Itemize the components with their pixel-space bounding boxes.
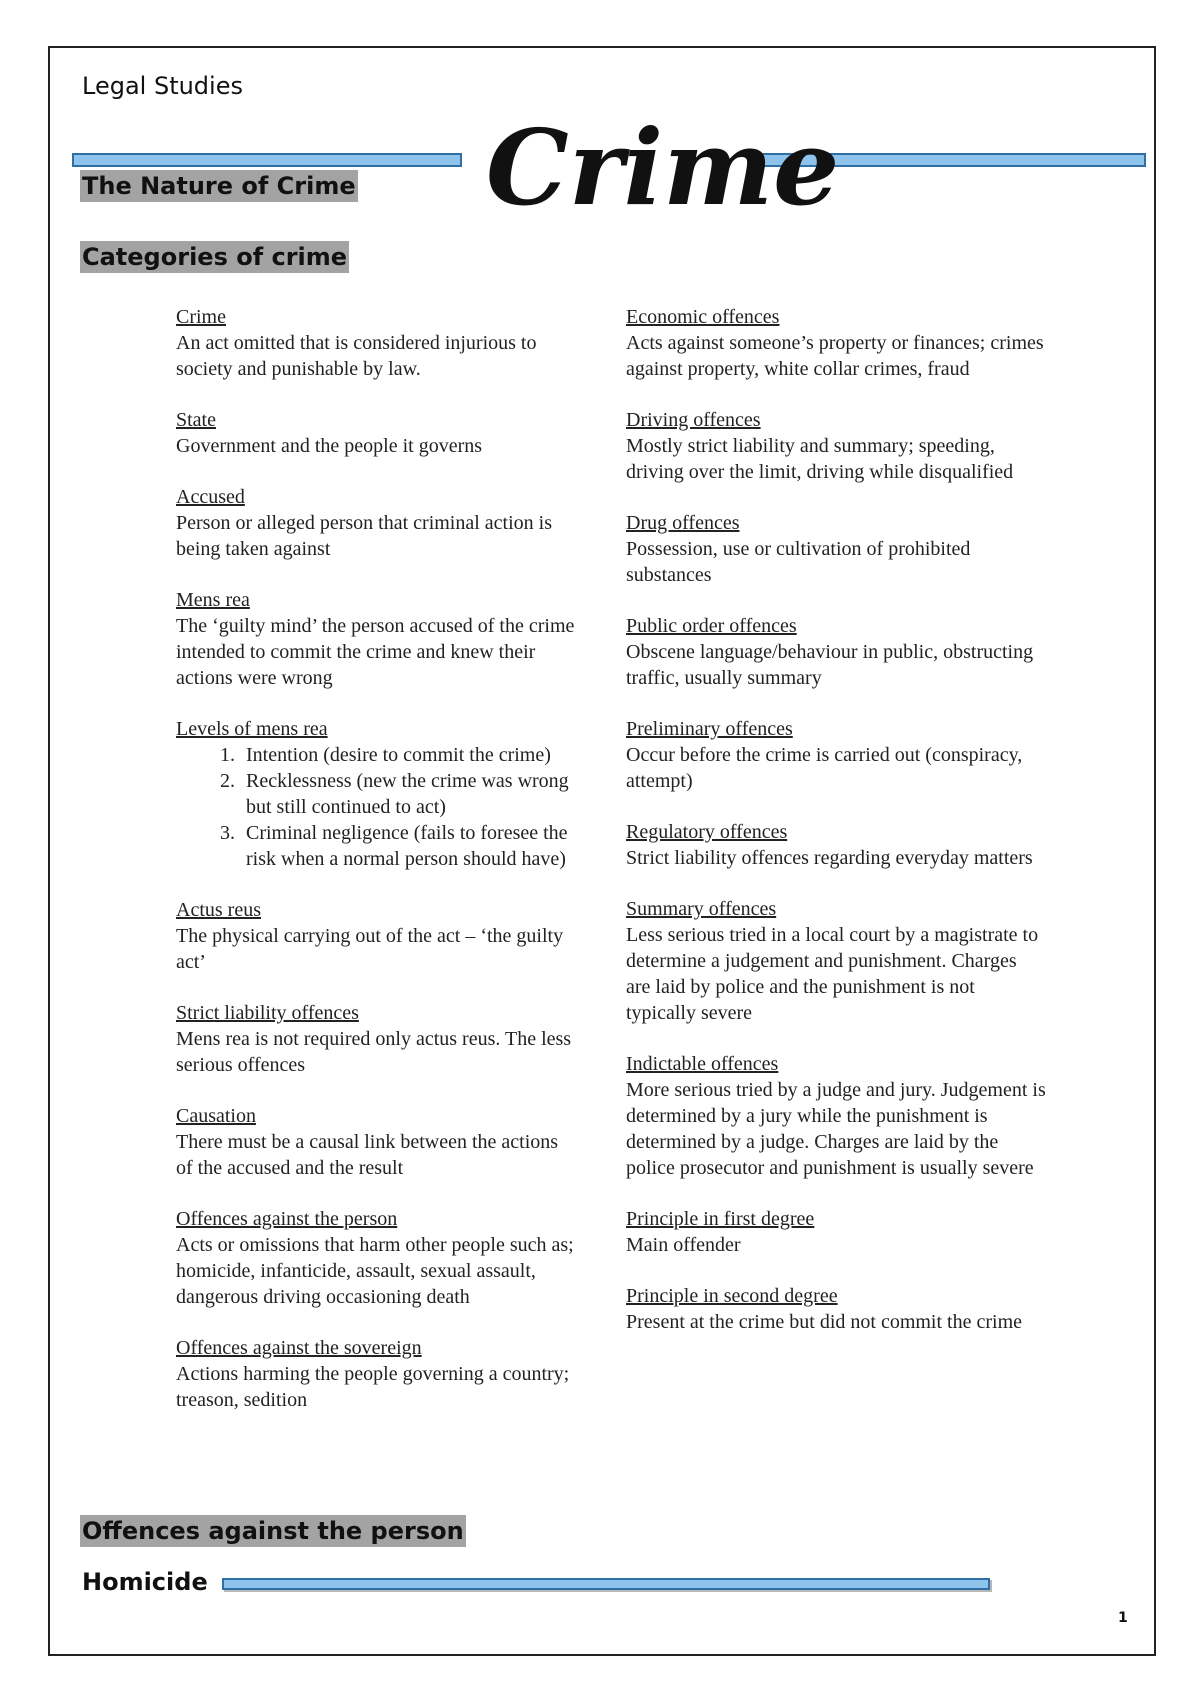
term-summary-offences bbox=[626, 896, 1046, 1026]
term-title: Indictable offences bbox=[626, 1053, 779, 1075]
course-title: Legal Studies bbox=[82, 72, 243, 100]
term-accused bbox=[176, 484, 576, 562]
term-definition: Mens rea is not required only actus reus. The less serious offences bbox=[176, 1028, 572, 1076]
term-title: Summary offences bbox=[626, 898, 777, 920]
term-title: Strict liability offences bbox=[176, 1002, 359, 1024]
term-title: Public order offences bbox=[626, 615, 797, 637]
term-public-order-offences bbox=[626, 613, 1046, 691]
left-definitions-column bbox=[176, 304, 576, 1438]
homicide-bar bbox=[222, 1578, 990, 1590]
term-title: Principle in first degree bbox=[626, 1208, 815, 1230]
term-definition: Acts or omissions that harm other people such as; homicide, infanticide, assault, sexual assault, dangerous driving occasioning death bbox=[176, 1234, 574, 1308]
term-title: Economic offences bbox=[626, 306, 780, 328]
term-levels-of-mens-rea bbox=[176, 716, 576, 872]
term-definition: The ‘guilty mind’ the person accused of the crime intended to commit the crime and knew their actions were wrong bbox=[176, 615, 575, 689]
heading-homicide: Homicide bbox=[82, 1568, 208, 1596]
heading-categories-of-crime: Categories of crime bbox=[82, 243, 348, 271]
term-definition: Acts against someone’s property or finances; crimes against property, white collar crimes, fraud bbox=[626, 332, 1044, 380]
term-definition: There must be a causal link between the actions of the accused and the result bbox=[176, 1131, 559, 1179]
term-title: Offences against the sovereign bbox=[176, 1337, 422, 1359]
term-actus-reus bbox=[176, 897, 576, 975]
term-offences-against-sovereign bbox=[176, 1335, 576, 1413]
term-state bbox=[176, 407, 576, 459]
term-title: Crime bbox=[176, 306, 226, 328]
term-title: Driving offences bbox=[626, 409, 761, 431]
term-definition: Possession, use or cultivation of prohibited substances bbox=[626, 538, 971, 586]
list-item: 1. Intention (desire to commit the crime) bbox=[240, 742, 576, 768]
term-title: State bbox=[176, 409, 216, 431]
term-title: Drug offences bbox=[626, 512, 740, 534]
term-definition: An act omitted that is considered injurious to society and punishable by law. bbox=[176, 332, 537, 380]
term-title: Actus reus bbox=[176, 899, 261, 921]
term-title: Principle in second degree bbox=[626, 1285, 838, 1307]
term-definition: Actions harming the people governing a country; treason, sedition bbox=[176, 1363, 570, 1411]
crime-logo bbox=[484, 96, 840, 244]
term-title: Accused bbox=[176, 486, 245, 508]
term-mens-rea bbox=[176, 587, 576, 691]
term-definition: More serious tried by a judge and jury. Judgement is determined by a jury while the punishment is determined by a judge. Charges are laid by the police prosecutor and punishment is usually severe bbox=[626, 1079, 1046, 1179]
heading-offences-against-person: Offences against the person bbox=[82, 1517, 464, 1545]
term-principle-first-degree bbox=[626, 1206, 1046, 1258]
term-definition: Occur before the crime is carried out (conspiracy, attempt) bbox=[626, 744, 1023, 792]
term-definition: Mostly strict liability and summary; speeding, driving over the limit, driving while disqualified bbox=[626, 435, 1014, 483]
crime-logo-text: Crime bbox=[486, 106, 840, 229]
term-definition: Less serious tried in a local court by a magistrate to determine a judgement and punishment. Charges are laid by police and the punishment is not typically severe bbox=[626, 924, 1039, 1024]
term-definition: Government and the people it governs bbox=[176, 435, 483, 457]
list-item: 3. Criminal negligence (fails to foresee the risk when a normal person should have) bbox=[240, 820, 576, 872]
term-definition: The physical carrying out of the act – ‘the guilty act’ bbox=[176, 925, 564, 973]
term-strict-liability bbox=[176, 1000, 576, 1078]
term-crime bbox=[176, 304, 576, 382]
term-indictable-offences bbox=[626, 1051, 1046, 1181]
term-title: Regulatory offences bbox=[626, 821, 788, 843]
right-definitions-column bbox=[626, 304, 1046, 1360]
term-offences-against-person bbox=[176, 1206, 576, 1310]
term-title: Preliminary offences bbox=[626, 718, 793, 740]
term-definition: Obscene language/behaviour in public, obstructing traffic, usually summary bbox=[626, 641, 1034, 689]
page-number: 1 bbox=[1118, 1610, 1128, 1626]
term-title: Mens rea bbox=[176, 589, 250, 611]
term-causation bbox=[176, 1103, 576, 1181]
term-title: Offences against the person bbox=[176, 1208, 398, 1230]
term-principle-second-degree bbox=[626, 1283, 1046, 1335]
term-definition: Strict liability offences regarding everyday matters bbox=[626, 847, 1033, 869]
term-definition: Person or alleged person that criminal action is being taken against bbox=[176, 512, 553, 560]
term-regulatory-offences bbox=[626, 819, 1046, 871]
term-definition: Main offender bbox=[626, 1234, 741, 1256]
heading-nature-of-crime: The Nature of Crime bbox=[82, 172, 356, 200]
levels-list bbox=[176, 742, 576, 872]
term-title: Causation bbox=[176, 1105, 256, 1127]
term-drug-offences bbox=[626, 510, 1046, 588]
term-economic-offences bbox=[626, 304, 1046, 382]
term-driving-offences bbox=[626, 407, 1046, 485]
title-bar-left bbox=[72, 153, 462, 167]
list-item: 2. Recklessness (new the crime was wrong but still continued to act) bbox=[240, 768, 576, 820]
term-title: Levels of mens rea bbox=[176, 718, 328, 740]
term-definition: Present at the crime but did not commit the crime bbox=[626, 1311, 1023, 1333]
term-preliminary-offences bbox=[626, 716, 1046, 794]
